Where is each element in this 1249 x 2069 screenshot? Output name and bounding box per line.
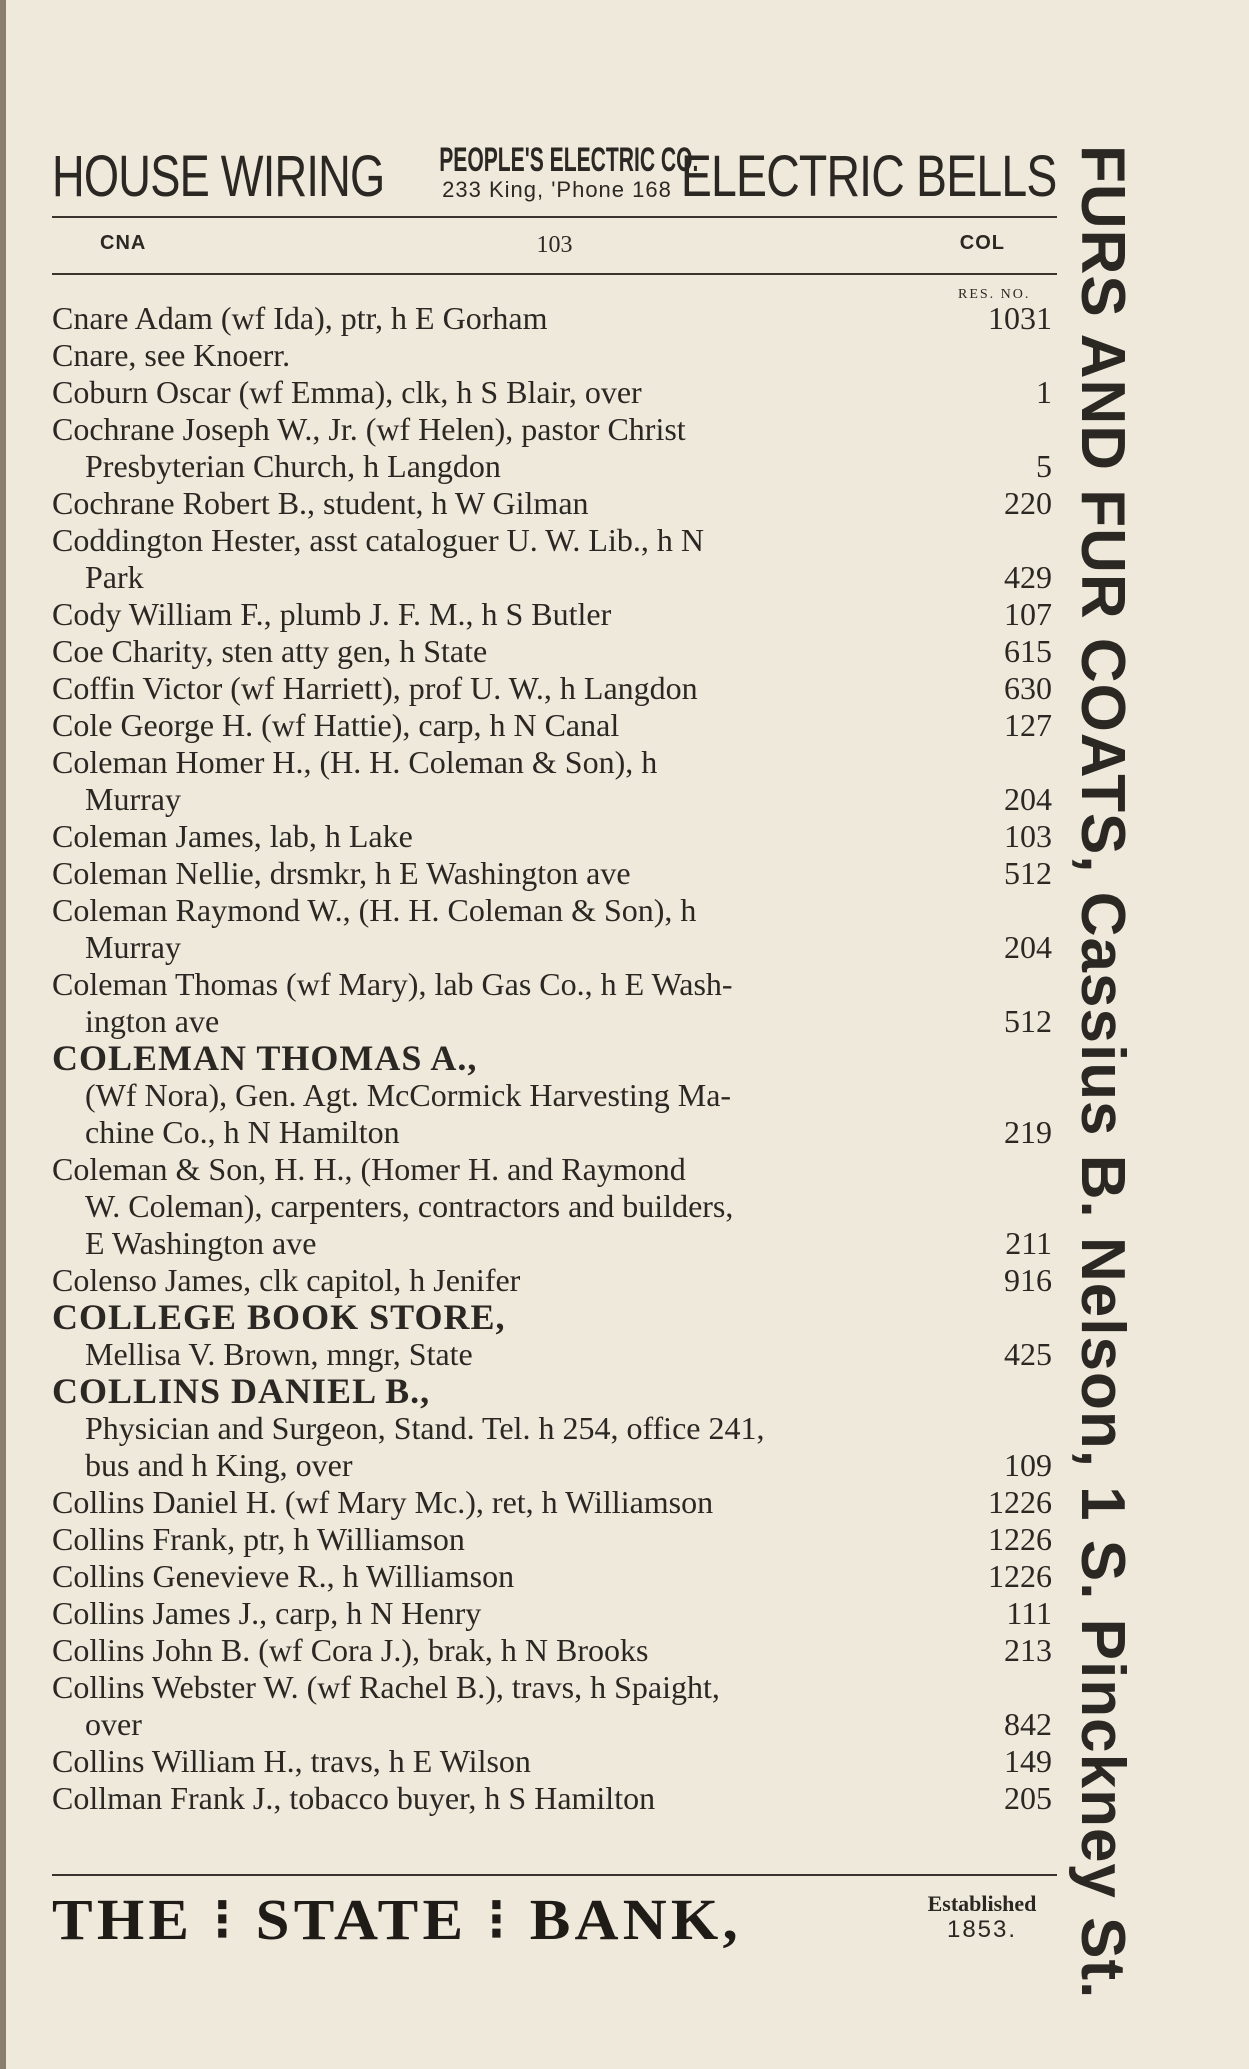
entry-text: over [85,1706,142,1742]
directory-line [52,1188,1052,1225]
residence-number: 149 [1004,1743,1052,1779]
entry-text: Cnare, see Knoerr. [52,337,291,373]
directory-line [52,1484,1052,1521]
directory-line [52,1743,1052,1780]
residence-number: 5 [1036,448,1052,484]
directory-line [52,374,1052,411]
directory-line [52,670,1052,707]
residence-number: 615 [1004,633,1052,669]
directory-line [52,1077,1052,1114]
residence-number: 107 [1004,596,1052,632]
entry-text: Murray [85,781,181,817]
directory-line [52,707,1052,744]
running-head-rule [52,273,1057,275]
running-head [52,232,1057,262]
residence-number: 205 [1004,1780,1052,1816]
entry-text: Physician and Surgeon, Stand. Tel. h 254, office 241, [85,1410,765,1446]
entry-text: Coleman James, lab, h Lake [52,818,413,854]
directory-line [52,485,1052,522]
residence-number: 111 [1006,1595,1052,1631]
directory-line [52,1780,1052,1817]
residence-number: 219 [1004,1114,1052,1150]
directory-line [52,1447,1052,1484]
directory-line [52,1262,1052,1299]
footer-advert [52,1885,1057,1955]
res-no-label: RES. NO. [958,287,1031,302]
residence-number: 211 [1005,1225,1052,1261]
directory-line [52,1410,1052,1447]
entry-text: ington ave [85,1003,220,1039]
entry-text: Collins William H., travs, h E Wilson [52,1743,531,1779]
directory-line [52,818,1052,855]
entry-heading: COLEMAN THOMAS A., [52,1038,478,1078]
entry-text: Cnare Adam (wf Ida), ptr, h E Gorham [52,300,548,336]
directory-line [52,1114,1052,1151]
footer-rule [52,1874,1057,1876]
directory-line [52,1595,1052,1632]
established-label: Established [927,1891,1037,1916]
directory-line [52,1373,1052,1410]
directory-line [52,1003,1052,1040]
residence-number: 630 [1004,670,1052,706]
directory-line [52,633,1052,670]
directory-line [52,1225,1052,1262]
entry-text: W. Coleman), carpenters, contractors and builders, [85,1188,734,1224]
entry-heading: COLLINS DANIEL B., [52,1371,431,1411]
company-name: PEOPLE'S ELECTRIC CO. [439,141,699,179]
entry-text: Park [85,559,144,595]
entry-text: (Wf Nora), Gen. Agt. McCormick Harvesting Ma- [85,1077,732,1113]
entry-text: Coddington Hester, asst cataloguer U. W. Lib., h N [52,522,704,558]
page-edge [0,0,6,2069]
entry-text: E Washington ave [85,1225,317,1261]
entry-text: Collman Frank J., tobacco buyer, h S Hamilton [52,1780,656,1816]
directory-line [52,1632,1052,1669]
entry-text: Presbyterian Church, h Langdon [85,448,501,484]
running-head-right: COL [959,232,1005,254]
entry-text: Cochrane Joseph W., Jr. (wf Helen), pastor Christ [52,411,686,447]
residence-number: 1226 [988,1521,1052,1557]
established-block [907,1891,1057,1943]
residence-number: 127 [1004,707,1052,743]
entry-text: Coleman Raymond W., (H. H. Coleman & Son), h [52,892,697,928]
directory-line [52,744,1052,781]
state-bank-text: THE ⁝ STATE ⁝ BANK, [52,1887,742,1952]
entry-text: Collins James J., carp, h N Henry [52,1595,482,1631]
residence-number: 842 [1004,1706,1052,1742]
residence-number: 1226 [988,1484,1052,1520]
entry-text: Cody William F., plumb J. F. M., h S Butler [52,596,612,632]
company-address: 233 King, 'Phone 168 [442,177,672,202]
directory-line [52,1299,1052,1336]
residence-number: 1 [1036,374,1052,410]
directory-line [52,300,1052,337]
side-advert [1056,145,1148,2000]
directory-line [52,559,1052,596]
side-advert-text: FURS AND FUR COATS, Cassius B. Nelson, 1 S. Pinckney St. [1068,145,1137,2000]
directory-entries [52,300,1052,1817]
entry-text: Coffin Victor (wf Harriett), prof U. W., h Langdon [52,670,698,706]
entry-text: Cochrane Robert B., student, h W Gilman [52,485,589,521]
residence-number: 429 [1004,559,1052,595]
directory-line [52,1151,1052,1188]
directory-line [52,1336,1052,1373]
entry-text: Collins Genevieve R., h Williamson [52,1558,515,1594]
directory-line [52,448,1052,485]
established-year: 1853. [946,1916,1018,1943]
entry-text: Collins Daniel H. (wf Mary Mc.), ret, h Williamson [52,1484,714,1520]
entry-text: Colenso James, clk capitol, h Jenifer [52,1262,521,1298]
directory-line [52,1706,1052,1743]
entry-text: Coe Charity, sten atty gen, h State [52,633,488,669]
directory-line [52,1040,1052,1077]
directory-line [52,1558,1052,1595]
entry-text: Collins Frank, ptr, h Williamson [52,1521,465,1557]
directory-line [52,1521,1052,1558]
running-head-left: CNA [100,232,147,254]
entry-text: Coleman & Son, H. H., (Homer H. and Raymond [52,1151,686,1187]
residence-number: 220 [1004,485,1052,521]
entry-text: Mellisa V. Brown, mngr, State [85,1336,473,1372]
directory-line [52,337,1052,374]
entry-text: chine Co., h N Hamilton [85,1114,400,1150]
directory-line [52,522,1052,559]
header-advert [52,140,1057,218]
residence-number: 213 [1004,1632,1052,1668]
directory-line [52,855,1052,892]
directory-line [52,411,1052,448]
directory-line [52,892,1052,929]
directory-line [52,781,1052,818]
residence-number: 512 [1004,1003,1052,1039]
house-wiring-text: HOUSE WIRING [52,144,385,209]
electric-bells-text: ELECTRIC BELLS [681,144,1057,209]
entry-heading: COLLEGE BOOK STORE, [52,1297,506,1337]
directory-line [52,1669,1052,1706]
entry-text: Murray [85,929,181,965]
entry-text: Cole George H. (wf Hattie), carp, h N Canal [52,707,620,743]
entry-text: bus and h King, over [85,1447,353,1483]
entry-text: Coleman Thomas (wf Mary), lab Gas Co., h E Wash- [52,966,733,1002]
entry-text: Collins Webster W. (wf Rachel B.), travs, h Spaight, [52,1669,720,1705]
residence-number: 916 [1004,1262,1052,1298]
residence-number: 204 [1004,929,1052,965]
directory-line [52,929,1052,966]
residence-number: 1031 [988,300,1052,336]
residence-number: 425 [1004,1336,1052,1372]
entry-text: Coleman Homer H., (H. H. Coleman & Son), h [52,744,658,780]
residence-number: 109 [1004,1447,1052,1483]
entry-text: Coburn Oscar (wf Emma), clk, h S Blair, over [52,374,642,410]
residence-number: 1226 [988,1558,1052,1594]
entry-text: Coleman Nellie, drsmkr, h E Washington ave [52,855,631,891]
directory-line [52,966,1052,1003]
directory-line [52,596,1052,633]
residence-number: 103 [1004,818,1052,854]
page-number: 103 [536,232,573,258]
header-rule [52,216,1057,218]
residence-number: 512 [1004,855,1052,891]
entry-text: Collins John B. (wf Cora J.), brak, h N Brooks [52,1632,649,1668]
residence-number: 204 [1004,781,1052,817]
